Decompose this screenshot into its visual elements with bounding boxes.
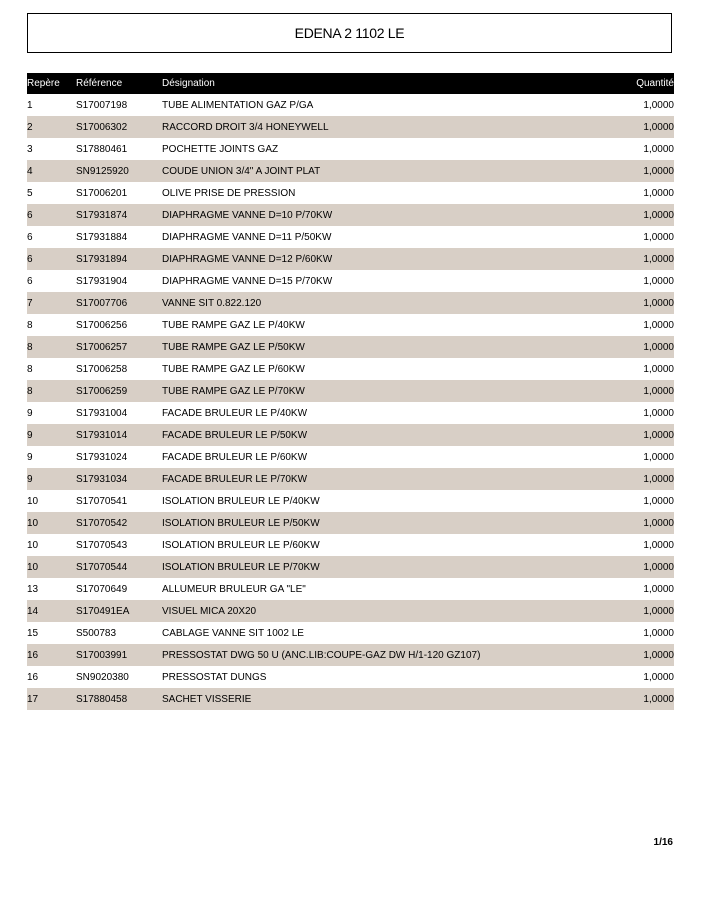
cell-repere: 16 [27, 671, 39, 683]
table-row [27, 644, 674, 666]
cell-reference: S17006258 [76, 363, 128, 375]
page-number: 1/16 [653, 837, 673, 848]
table-row [27, 402, 674, 424]
cell-designation: TUBE ALIMENTATION GAZ P/GA [162, 99, 314, 111]
cell-quantite: 1,0000 [643, 297, 674, 309]
cell-repere: 15 [27, 627, 39, 639]
cell-reference: S17007706 [76, 297, 128, 309]
cell-repere: 13 [27, 583, 39, 595]
cell-reference: S17006302 [76, 121, 128, 133]
cell-designation: ALLUMEUR BRULEUR GA "LE" [162, 583, 306, 595]
cell-repere: 8 [27, 319, 33, 331]
table-row [27, 226, 674, 248]
cell-reference: S17007198 [76, 99, 128, 111]
table-row [27, 336, 674, 358]
cell-reference: S17070542 [76, 517, 128, 529]
cell-quantite: 1,0000 [643, 99, 674, 111]
cell-quantite: 1,0000 [643, 583, 674, 595]
table-row [27, 666, 674, 688]
parts-table [27, 73, 674, 710]
cell-quantite: 1,0000 [643, 407, 674, 419]
cell-reference: S17070541 [76, 495, 128, 507]
cell-designation: FACADE BRULEUR LE P/50KW [162, 429, 308, 441]
cell-repere: 9 [27, 473, 33, 485]
table-body [27, 94, 674, 710]
cell-quantite: 1,0000 [643, 693, 674, 705]
cell-designation: TUBE RAMPE GAZ LE P/60KW [162, 363, 305, 375]
cell-designation: ISOLATION BRULEUR LE P/40KW [162, 495, 320, 507]
header-designation: Désignation [162, 78, 215, 89]
document-title: EDENA 2 1102 LE [294, 25, 405, 41]
cell-quantite: 1,0000 [643, 627, 674, 639]
cell-reference: SN9125920 [76, 165, 129, 177]
cell-quantite: 1,0000 [643, 517, 674, 529]
table-row [27, 270, 674, 292]
cell-reference: S17006259 [76, 385, 128, 397]
cell-repere: 10 [27, 517, 39, 529]
table-row [27, 314, 674, 336]
cell-reference: S17070544 [76, 561, 128, 573]
cell-designation: ISOLATION BRULEUR LE P/70KW [162, 561, 320, 573]
header-reference: Référence [76, 78, 123, 89]
cell-designation: DIAPHRAGME VANNE D=11 P/50KW [162, 231, 332, 243]
cell-quantite: 1,0000 [643, 561, 674, 573]
cell-reference: S17070543 [76, 539, 128, 551]
cell-repere: 6 [27, 253, 33, 265]
table-row [27, 622, 674, 644]
table-row [27, 248, 674, 270]
cell-quantite: 1,0000 [643, 231, 674, 243]
table-row [27, 116, 674, 138]
table-row [27, 556, 674, 578]
cell-quantite: 1,0000 [643, 143, 674, 155]
cell-designation: CABLAGE VANNE SIT 1002 LE [162, 627, 304, 639]
table-row [27, 688, 674, 710]
table-row [27, 512, 674, 534]
cell-repere: 7 [27, 297, 33, 309]
cell-repere: 10 [27, 539, 39, 551]
cell-designation: FACADE BRULEUR LE P/60KW [162, 451, 308, 463]
cell-designation: COUDE UNION 3/4" A JOINT PLAT [162, 165, 321, 177]
cell-quantite: 1,0000 [643, 539, 674, 551]
table-row [27, 182, 674, 204]
cell-reference: S17070649 [76, 583, 128, 595]
cell-reference: S17006257 [76, 341, 128, 353]
cell-designation: TUBE RAMPE GAZ LE P/40KW [162, 319, 305, 331]
cell-repere: 10 [27, 561, 39, 573]
cell-repere: 5 [27, 187, 33, 199]
cell-quantite: 1,0000 [643, 605, 674, 617]
cell-reference: S17931004 [76, 407, 128, 419]
cell-reference: S17931884 [76, 231, 128, 243]
cell-designation: TUBE RAMPE GAZ LE P/50KW [162, 341, 305, 353]
cell-quantite: 1,0000 [643, 209, 674, 221]
cell-quantite: 1,0000 [643, 671, 674, 683]
cell-quantite: 1,0000 [643, 363, 674, 375]
cell-designation: DIAPHRAGME VANNE D=12 P/60KW [162, 253, 333, 265]
cell-designation: OLIVE PRISE DE PRESSION [162, 187, 296, 199]
cell-repere: 14 [27, 605, 39, 617]
cell-quantite: 1,0000 [643, 121, 674, 133]
cell-quantite: 1,0000 [643, 495, 674, 507]
cell-reference: S17931034 [76, 473, 128, 485]
cell-repere: 8 [27, 385, 33, 397]
table-row [27, 446, 674, 468]
table-row [27, 204, 674, 226]
cell-reference: S17931874 [76, 209, 128, 221]
cell-quantite: 1,0000 [643, 649, 674, 661]
cell-quantite: 1,0000 [643, 473, 674, 485]
table-row [27, 138, 674, 160]
table-row [27, 578, 674, 600]
table-row [27, 468, 674, 490]
cell-designation: DIAPHRAGME VANNE D=10 P/70KW [162, 209, 333, 221]
cell-repere: 2 [27, 121, 33, 133]
cell-reference: S17880461 [76, 143, 128, 155]
cell-quantite: 1,0000 [643, 429, 674, 441]
table-row [27, 424, 674, 446]
cell-reference: S500783 [76, 627, 117, 639]
table-row [27, 94, 674, 116]
cell-reference: S170491EA [76, 605, 130, 617]
header-quantite: Quantité [636, 78, 674, 89]
cell-designation: VISUEL MICA 20X20 [162, 605, 257, 617]
cell-quantite: 1,0000 [643, 275, 674, 287]
cell-designation: PRESSOSTAT DWG 50 U (ANC.LIB:COUPE-GAZ DW H/1-120 GZ107) [162, 649, 481, 661]
cell-designation: RACCORD DROIT 3/4 HONEYWELL [162, 121, 329, 133]
cell-repere: 6 [27, 231, 33, 243]
cell-designation: FACADE BRULEUR LE P/40KW [162, 407, 308, 419]
table-row [27, 160, 674, 182]
cell-designation: DIAPHRAGME VANNE D=15 P/70KW [162, 275, 333, 287]
cell-reference: S17931014 [76, 429, 128, 441]
table-header-row [27, 73, 674, 94]
document-title-box [27, 13, 672, 53]
table-row [27, 600, 674, 622]
cell-repere: 1 [27, 99, 33, 111]
cell-designation: PRESSOSTAT DUNGS [162, 671, 267, 683]
cell-repere: 8 [27, 341, 33, 353]
cell-repere: 17 [27, 693, 39, 705]
cell-designation: VANNE SIT 0.822.120 [162, 297, 262, 309]
cell-designation: POCHETTE JOINTS GAZ [162, 143, 279, 155]
cell-repere: 9 [27, 429, 33, 441]
cell-repere: 10 [27, 495, 39, 507]
cell-designation: FACADE BRULEUR LE P/70KW [162, 473, 308, 485]
cell-repere: 8 [27, 363, 33, 375]
cell-reference: S17006201 [76, 187, 128, 199]
cell-designation: ISOLATION BRULEUR LE P/50KW [162, 517, 320, 529]
cell-quantite: 1,0000 [643, 253, 674, 265]
cell-repere: 6 [27, 275, 33, 287]
cell-quantite: 1,0000 [643, 165, 674, 177]
cell-quantite: 1,0000 [643, 385, 674, 397]
table-row [27, 380, 674, 402]
cell-repere: 4 [27, 165, 33, 177]
cell-reference: S17003991 [76, 649, 128, 661]
cell-repere: 9 [27, 407, 33, 419]
cell-repere: 3 [27, 143, 33, 155]
cell-quantite: 1,0000 [643, 187, 674, 199]
cell-quantite: 1,0000 [643, 341, 674, 353]
cell-repere: 9 [27, 451, 33, 463]
cell-reference: SN9020380 [76, 671, 129, 683]
cell-designation: TUBE RAMPE GAZ LE P/70KW [162, 385, 305, 397]
cell-repere: 16 [27, 649, 39, 661]
table-row [27, 534, 674, 556]
cell-quantite: 1,0000 [643, 319, 674, 331]
cell-reference: S17931894 [76, 253, 128, 265]
table-row [27, 292, 674, 314]
cell-quantite: 1,0000 [643, 451, 674, 463]
cell-reference: S17931904 [76, 275, 128, 287]
cell-designation: ISOLATION BRULEUR LE P/60KW [162, 539, 320, 551]
table-row [27, 358, 674, 380]
cell-reference: S17931024 [76, 451, 128, 463]
cell-reference: S17006256 [76, 319, 128, 331]
header-repere: Repère [27, 78, 60, 89]
table-row [27, 490, 674, 512]
cell-reference: S17880458 [76, 693, 128, 705]
cell-designation: SACHET VISSERIE [162, 693, 252, 705]
cell-repere: 6 [27, 209, 33, 221]
